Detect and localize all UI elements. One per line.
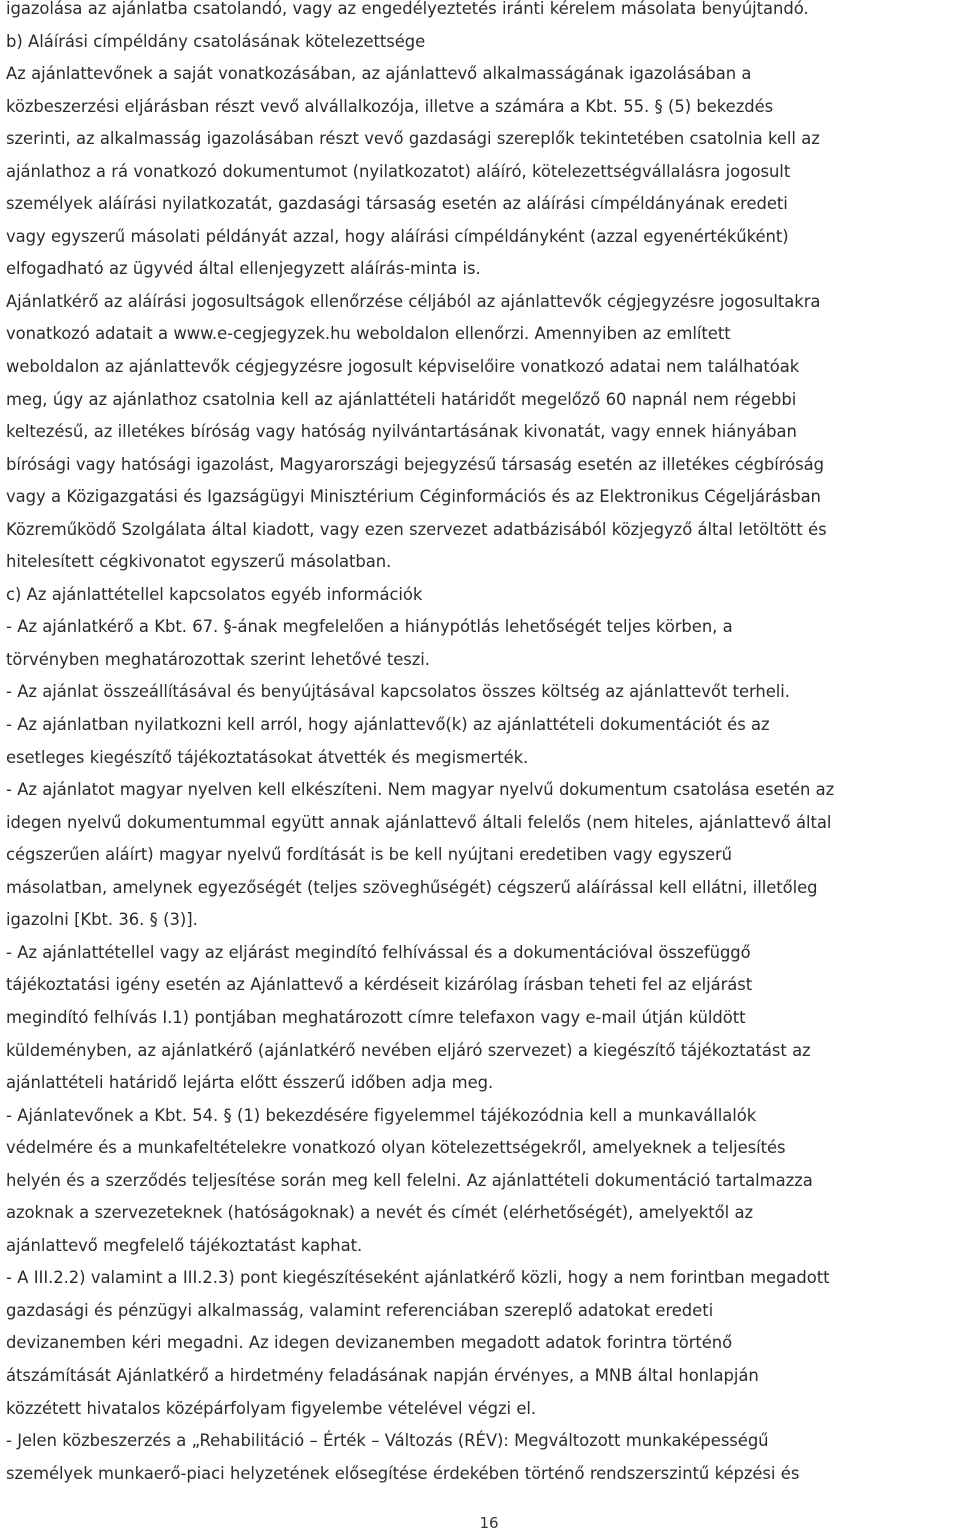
text-line: keltezésű, az illetékes bíróság vagy hatóság nyilvántartásának kivonatát, vagy ennek hiányában bbox=[6, 422, 797, 442]
text-line: - Jelen közbeszerzés a „Rehabilitáció – Érték – Változás (RÉV): Megváltozott munkaképességű bbox=[6, 1431, 769, 1451]
text-line: közbeszerzési eljárásban részt vevő alvállalkozója, illetve a számára a Kbt. 55. § (5) bekezdés bbox=[6, 96, 774, 116]
text-line: tájékoztatási igény esetén az Ajánlattevő a kérdéseit kizárólag írásban teheti fel az eljárást bbox=[6, 975, 753, 995]
text-line: Ajánlatkérő az aláírási jogosultságok ellenőrzése céljából az ajánlattevők cégjegyzésre jogosultakra bbox=[6, 291, 821, 311]
text-line: vagy egyszerű másolati példányát azzal, hogy aláírási címpéldányként (azzal egyenértékűként) bbox=[6, 226, 789, 246]
text-line: vonatkozó adatait a www.e-cegjegyzek.hu weboldalon ellenőrzi. Amennyiben az említett bbox=[6, 324, 731, 344]
text-line: azoknak a szervezeteknek (hatóságoknak) a nevét és címét (elérhetőségét), amelyektől az bbox=[6, 1203, 754, 1223]
text-line: gazdasági és pénzügyi alkalmasság, valamint referenciában szereplő adatokat eredeti bbox=[6, 1300, 714, 1320]
text-line: ajánlathoz a rá vonatkozó dokumentumot (nyilatkozatot) aláíró, kötelezettségvállalásra jogosult bbox=[6, 161, 791, 181]
page-number: 16 bbox=[479, 1514, 499, 1532]
text-line: - A III.2.2) valamint a III.2.3) pont kiegészítéseként ajánlatkérő közli, hogy a nem forintban megadott bbox=[6, 1268, 830, 1288]
text-line: idegen nyelvű dokumentummal együtt annak ajánlattevő általi felelős (nem hiteles, ajánlattevő által bbox=[6, 812, 832, 832]
text-line: - Az ajánlatban nyilatkozni kell arról, hogy ajánlattevő(k) az ajánlattételi dokumentációt és az bbox=[6, 715, 770, 735]
text-line: közzétett hivatalos középárfolyam figyelembe vételével végzi el. bbox=[6, 1398, 537, 1418]
text-line: személyek aláírási nyilatkozatát, gazdasági társaság esetén az aláírási címpéldányának eredeti bbox=[6, 194, 788, 214]
text-line: esetleges kiegészítő tájékoztatásokat átvették és megismerték. bbox=[6, 747, 529, 767]
text-line: ajánlattevő megfelelő tájékoztatást kaphat. bbox=[6, 1235, 363, 1255]
text-line: - Az ajánlatkérő a Kbt. 67. §-ának megfelelően a hiánypótlás lehetőségét teljes körben, a bbox=[6, 617, 733, 637]
text-line: - Az ajánlat összeállításával és benyújtásával kapcsolatos összes költség az ajánlattevőt terheli. bbox=[6, 682, 790, 702]
text-line: Az ajánlattevőnek a saját vonatkozásában, az ajánlattevő alkalmasságának igazolásában a bbox=[6, 64, 752, 84]
text-line: b) Aláírási címpéldány csatolásának kötelezettsége bbox=[6, 31, 426, 51]
text-line: - Ajánlatevőnek a Kbt. 54. § (1) bekezdésére figyelemmel tájékozódnia kell a munkavállalók bbox=[6, 1105, 757, 1125]
text-line: Közreműködő Szolgálata által kiadott, vagy ezen szervezet adatbázisából közjegyző által letöltött és bbox=[6, 519, 827, 539]
text-line: szerinti, az alkalmasság igazolásában részt vevő gazdasági szereplők tekintetében csatolnia kell az bbox=[6, 129, 820, 149]
text-line: törvényben meghatározottak szerint lehetővé teszi. bbox=[6, 649, 430, 669]
text-line: átszámítását Ajánlatkérő a hirdetmény feladásának napján érvényes, a MNB által honlapján bbox=[6, 1365, 759, 1385]
text-line: személyek munkaerő-piaci helyzetének elősegítése érdekében történő rendszerszintű képzési és bbox=[6, 1463, 800, 1483]
text-line: védelmére és a munkafeltételekre vonatkozó olyan kötelezettségekről, amelyeknek a teljesítés bbox=[6, 1138, 786, 1158]
text-line: elfogadható az ügyvéd által ellenjegyzett aláírás-minta is. bbox=[6, 259, 481, 279]
text-line: küldeményben, az ajánlatkérő (ajánlatkérő nevében eljáró szervezet) a kiegészítő tájékoztatást az bbox=[6, 1040, 811, 1060]
text-line: igazolása az ajánlatba csatolandó, vagy az engedélyeztetés iránti kérelem másolata benyújtandó. bbox=[6, 0, 809, 18]
text-line: igazolni [Kbt. 36. § (3)]. bbox=[6, 910, 198, 930]
text-line: megindító felhívás I.1) pontjában meghatározott címre telefaxon vagy e-mail útján küldött bbox=[6, 1007, 746, 1027]
text-line: weboldalon az ajánlattevők cégjegyzésre jogosult képviselőire vonatkozó adatai nem találhatóak bbox=[6, 357, 800, 377]
text-line: ajánlattételi határidő lejárta előtt ésszerű időben adja meg. bbox=[6, 1073, 494, 1093]
text-line: meg, úgy az ajánlathoz csatolnia kell az ajánlattételi határidőt megelőző 60 napnál nem régebbi bbox=[6, 389, 797, 409]
text-line: helyén és a szerződés teljesítése során meg kell felelni. Az ajánlattételi dokumentáció tartalmazza bbox=[6, 1170, 813, 1190]
text-line: devizanemben kéri megadni. Az idegen devizanemben megadott adatok forintra történő bbox=[6, 1333, 733, 1353]
text-line: cégszerűen aláírt) magyar nyelvű fordítását is be kell nyújtani eredetiben vagy egyszerű bbox=[6, 845, 732, 865]
document-body-text bbox=[6, 0, 958, 1490]
text-line: bírósági vagy hatósági igazolást, Magyarországi bejegyzésű társaság esetén az illetékes cégbíróság bbox=[6, 454, 824, 474]
text-line: vagy a Közigazgatási és Igazságügyi Minisztérium Céginformációs és az Elektronikus Cégeljárásban bbox=[6, 487, 821, 507]
text-line: másolatban, amelynek egyezőségét (teljes szöveghűségét) cégszerű aláírással kell ellátni, illetőleg bbox=[6, 877, 818, 897]
text-line: - Az ajánlatot magyar nyelven kell elkészíteni. Nem magyar nyelvű dokumentum csatolása esetén az bbox=[6, 780, 835, 800]
text-line: c) Az ajánlattétellel kapcsolatos egyéb információk bbox=[6, 584, 423, 604]
text-line: - Az ajánlattétellel vagy az eljárást megindító felhívással és a dokumentációval összefüggő bbox=[6, 942, 751, 962]
text-line: hitelesített cégkivonatot egyszerű másolatban. bbox=[6, 552, 392, 572]
